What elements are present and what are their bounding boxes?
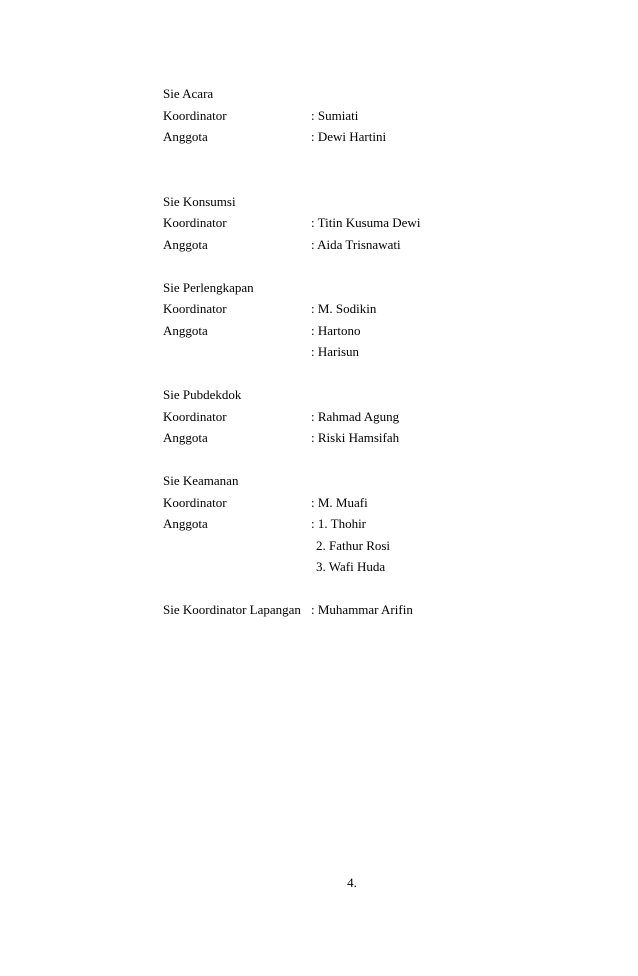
section-title-row — [163, 277, 583, 299]
section-keamanan — [163, 470, 583, 578]
section-pubdekdok — [163, 384, 583, 449]
anggota-label-empty — [163, 341, 311, 363]
koordinator-row — [163, 492, 583, 514]
anggota-row — [163, 126, 583, 148]
anggota-label-empty — [163, 535, 311, 557]
anggota-row — [163, 341, 583, 363]
section-title-row — [163, 470, 583, 492]
anggota-value: : Riski Hamsifah — [311, 430, 400, 445]
section-title: Sie Pubdekdok — [163, 387, 242, 402]
spacer — [163, 363, 583, 385]
anggota-row — [163, 320, 583, 342]
section-title: Sie Konsumsi — [163, 193, 236, 209]
anggota-label: Anggota — [163, 516, 208, 531]
koordinator-lapangan-value: : Muhammar Arifin — [311, 602, 413, 617]
koordinator-lapangan-row — [163, 599, 583, 621]
anggota-row — [163, 513, 583, 535]
section-title-row — [163, 191, 583, 213]
anggota-label-empty — [163, 556, 311, 578]
koordinator-row — [163, 105, 583, 127]
koordinator-label: Koordinator — [163, 494, 227, 510]
anggota-row — [163, 556, 583, 578]
anggota-value: 2. Fathur Rosi — [316, 537, 391, 553]
koordinator-label: Koordinator — [163, 107, 227, 123]
koordinator-value: : Titin Kusuma Dewi — [311, 215, 421, 230]
koordinator-value: : M. Muafi — [311, 494, 368, 510]
koordinator-value: : Sumiati — [311, 107, 359, 123]
anggota-value: : Harisun — [311, 344, 360, 359]
section-konsumsi — [163, 191, 583, 256]
spacer — [163, 148, 583, 191]
koordinator-label: Koordinator — [163, 215, 227, 230]
spacer — [163, 449, 583, 471]
anggota-value: : 1. Thohir — [311, 516, 367, 531]
koordinator-lapangan-label: Sie Koordinator Lapangan — [163, 602, 301, 617]
koordinator-value: : Rahmad Agung — [311, 408, 400, 424]
section-perlengkapan — [163, 277, 583, 363]
page-number: 4. — [347, 875, 357, 890]
section-title: Sie Keamanan — [163, 473, 239, 488]
koordinator-label: Koordinator — [163, 301, 227, 316]
anggota-label: Anggota — [163, 236, 208, 252]
anggota-value: : Aida Trisnawati — [311, 236, 401, 252]
section-koordinator-lapangan — [163, 599, 583, 621]
anggota-value: : Dewi Hartini — [311, 129, 387, 144]
koordinator-row — [163, 406, 583, 428]
anggota-row — [163, 234, 583, 256]
anggota-label: Anggota — [163, 322, 208, 338]
spacer — [163, 255, 583, 277]
section-title-row — [163, 83, 583, 105]
section-title: Sie Acara — [163, 86, 214, 101]
anggota-label: Anggota — [163, 129, 208, 144]
koordinator-value: : M. Sodikin — [311, 301, 377, 316]
section-title-row — [163, 384, 583, 406]
committee-list — [163, 83, 583, 621]
section-acara — [163, 83, 583, 148]
anggota-row — [163, 427, 583, 449]
koordinator-row — [163, 298, 583, 320]
section-title: Sie Perlengkapan — [163, 279, 254, 295]
anggota-row — [163, 535, 583, 557]
anggota-label: Anggota — [163, 430, 208, 445]
spacer — [163, 578, 583, 600]
koordinator-row — [163, 212, 583, 234]
koordinator-label: Koordinator — [163, 408, 227, 424]
anggota-value: : Hartono — [311, 322, 361, 338]
anggota-value: 3. Wafi Huda — [316, 559, 386, 574]
